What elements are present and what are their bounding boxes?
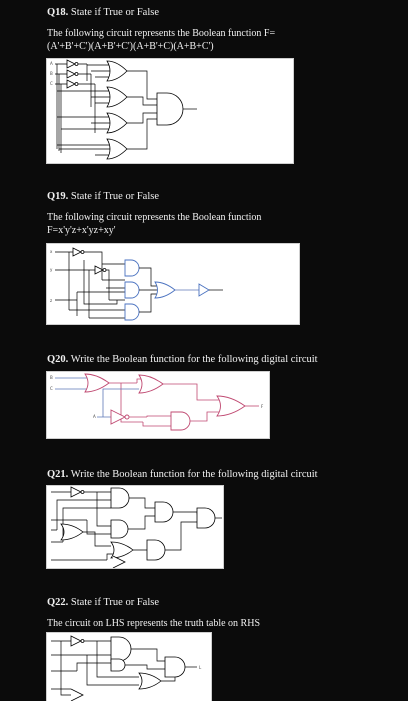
q18-title: State if True or False — [70, 7, 160, 18]
q19-circuit-svg — [47, 244, 299, 324]
q19-and-gate-2 — [125, 282, 139, 298]
question-20 — [47, 353, 397, 366]
question-22 — [47, 596, 397, 630]
q18-circuit-svg — [47, 59, 293, 163]
q20-circuit-svg — [47, 372, 269, 438]
q18-line1: The following circuit represents the Boolean function F= — [47, 28, 276, 39]
q19-input-z-label: z — [50, 298, 53, 303]
q19-line2: F=x'y'z+x'yz+xy' — [47, 225, 116, 236]
q22-output-label: L — [199, 665, 202, 670]
q22-and-gate-2 — [111, 659, 125, 671]
q20-input-c-label: C — [50, 386, 53, 391]
q19-not-gate-x — [73, 248, 84, 256]
q18-line2: (A'+B'+C')(A+B'+C')(A+B'+C)(A+B+C') — [47, 41, 214, 52]
q22-not-gate-2 — [71, 689, 83, 701]
q19-input-x-label: x — [50, 249, 53, 254]
q19-number: Q19. — [47, 191, 69, 202]
q18-input-c-label: C — [50, 81, 53, 86]
q21-or-gate-1 — [61, 524, 83, 540]
q18-not-gate-b — [67, 70, 78, 78]
q22-and-gate-output — [165, 657, 185, 677]
q21-and-gate-1 — [111, 488, 129, 508]
question-19 — [47, 190, 397, 237]
q21-circuit-svg — [47, 486, 223, 568]
q20-and-gate-1 — [171, 412, 190, 430]
q21-or-gate-2 — [111, 542, 133, 558]
q20-title: Write the Boolean function for the following digital circuit — [70, 354, 318, 365]
q21-and-gate-2 — [111, 520, 128, 538]
q19-line1: The following circuit represents the Boolean function — [47, 212, 262, 223]
q20-or-gate-2 — [139, 375, 163, 393]
q20-circuit-diagram — [46, 371, 270, 439]
q18-input-a-label: A — [50, 61, 53, 66]
q20-input-a-label: A — [93, 414, 96, 419]
q19-not-gate-y — [95, 266, 106, 274]
q20-number: Q20. — [47, 354, 69, 365]
q22-number: Q22. — [47, 597, 69, 608]
q20-output-f-label: F — [261, 404, 264, 409]
q21-and-gate-3 — [155, 502, 173, 522]
q20-or-gate-output — [217, 396, 245, 416]
q20-input-b-label: B — [50, 375, 53, 380]
q21-number: Q21. — [47, 469, 69, 480]
q22-circuit-diagram — [46, 632, 212, 701]
q21-title: Write the Boolean function for the following digital circuit — [70, 469, 318, 480]
q21-not-gate-1 — [71, 487, 84, 497]
q22-title: State if True or False — [70, 597, 160, 608]
q18-circuit-diagram — [46, 58, 294, 164]
q19-or-gate-output — [155, 282, 175, 298]
q22-circuit-svg — [47, 633, 211, 701]
q22-and-gate-1 — [111, 637, 131, 661]
q22-or-gate-1 — [139, 673, 161, 689]
q21-and-gate-output — [197, 508, 215, 528]
q19-and-gate-3 — [125, 304, 139, 320]
q21-not-gate-2 — [113, 556, 125, 568]
q18-number: Q18. — [47, 7, 69, 18]
q19-input-y-label: y — [50, 267, 53, 272]
q21-and-gate-4 — [147, 540, 165, 560]
q19-circuit-diagram — [46, 243, 300, 325]
q22-not-gate-1 — [71, 636, 84, 646]
q18-not-gate-c — [67, 80, 78, 88]
question-21 — [47, 468, 397, 481]
q18-and-gate-output — [157, 93, 183, 125]
question-18 — [47, 6, 397, 53]
q18-input-b-label: B — [50, 71, 53, 76]
q19-buffer-output — [199, 284, 209, 296]
q21-circuit-diagram — [46, 485, 224, 569]
q18-not-gate-a — [67, 60, 78, 68]
q19-and-gate-1 — [125, 260, 139, 276]
q19-title: State if True or False — [70, 191, 160, 202]
q22-line1: The circuit on LHS represents the truth table on RHS — [47, 618, 261, 629]
